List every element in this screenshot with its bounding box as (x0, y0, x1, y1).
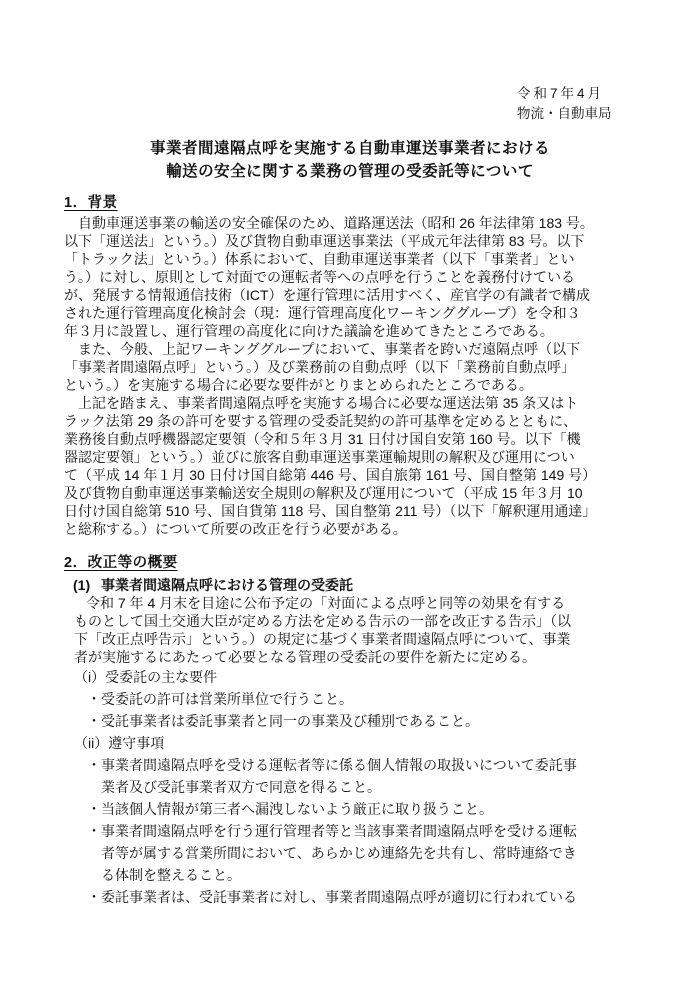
document-title-line1: 事業者間遠隔点呼を実施する自動車運送事業者における (149, 140, 550, 157)
text-line: 年３月に設置し、運行管理の高度化に向けた議論を進めてきたところである。 (64, 323, 554, 339)
section-overview-heading: 2．改正等の概要 (64, 555, 178, 571)
text-line: 業務後自動点呼機器認定要領（令和５年３月 31 日付け国自安第 160 号。以下「機 (64, 431, 581, 447)
subsection-1-number: (1) (73, 577, 91, 593)
text-line: 令和 7 年 4 月末を目途に公布予定の「対面による点呼と同等の効果を有する (86, 595, 566, 611)
subsection-1-heading (73, 576, 650, 594)
text-line: また、今般、上記ワーキンググループにおいて、事業者を跨いだ遠隔点呼（以下 (78, 341, 581, 357)
text-line: 者等が属する営業所間において、あらかじめ連絡先を共有し、常時連絡でき (101, 845, 577, 861)
text-line: ・当該個人情報が第三者へ漏洩しないよう厳正に取り扱うこと。 (87, 801, 493, 817)
text-line: が、発展する情報通信技術（ICT）を運行管理に活用すべく、産官学の有識者で構成 (64, 287, 590, 303)
text-line: （ii）遵守事項 (74, 735, 165, 751)
text-line: ・受委託の許可は営業所単位で行うこと。 (87, 691, 353, 707)
text-line: 下「改正点呼告示」という。）の規定に基づく事業者間遠隔点呼について、事業 (74, 631, 571, 647)
text-line: （i）受委託の主な要件 (74, 669, 218, 685)
text-line: ・事業者間遠隔点呼を行う運行管理者等と当該事業者間遠隔点呼を受ける運転 (87, 823, 577, 839)
text-line: 「トラック法」という。）体系において、自動車運送事業者（以下「事業者」とい (64, 251, 575, 267)
section-background (64, 192, 650, 538)
section-overview (64, 552, 650, 908)
text-line: て（平成 14 年１月 30 日付け国自総第 446 号、国自旅第 161 号、国自整第 149 号） (64, 467, 597, 483)
text-line: ・委託事業者は、受託事業者に対し、事業者間遠隔点呼が適切に行われている (87, 889, 577, 905)
text-line: された運行管理高度化検討会（現：運行管理高度化ワーキンググループ）を令和３ (64, 305, 581, 321)
subsection-1-title: 事業者間遠隔点呼における管理の受委託 (101, 577, 353, 593)
text-line: 及び貨物自動車運送事業輸送安全規則の解釈及び運用について（平成 15 年３月 10 (64, 485, 583, 501)
text-line: ラック法第 29 条の許可を要する管理の受委託契約の許可基準を定めるとともに、 (64, 413, 578, 429)
text-line: 日付け国自総第 510 号、国自貨第 118 号、国自整第 211 号）（以下「解釈運用通達」 (64, 503, 597, 519)
text-line: る体制を整えること。 (101, 867, 241, 883)
section-background-heading: 1．背景 (64, 195, 118, 211)
text-line: ・受託事業者は委託事業者と同一の事業及び種別であること。 (87, 713, 479, 729)
text-line: ・事業者間遠隔点呼を受ける運転者等に係る個人情報の取扱いについて委託事 (87, 757, 577, 773)
text-line: 器認定要領」という。）並びに旅客自動車運送事業運輸規則の解釈及び運用につい (64, 449, 575, 465)
subsection-1-list (74, 666, 650, 908)
text-line: 上記を踏まえ、事業者間遠隔点呼を実施する場合に必要な運送法第 35 条又はト (78, 395, 579, 411)
text-line: う。）に対し、原則として対面での運転者等への点呼を行うことを義務付けている (64, 269, 575, 285)
text-line: 自動車運送事業の輸送の安全確保のため、道路運送法（昭和 26 年法律第 183 号。 (78, 215, 594, 231)
document-title-line2: 輸送の安全に関する業務の管理の受委託等について (166, 163, 534, 180)
issuing-department: 物流・自動車局 (517, 106, 612, 121)
text-line: 「事業者間遠隔点呼」という。）及び業務前の自動点呼（以下「業務前自動点呼」 (64, 359, 575, 375)
document-date: 令和7年4月 (517, 86, 605, 101)
document-title (0, 137, 700, 183)
text-line: ものとして国土交通大臣が定める方法を定める告示の一部を改正する告示」（以 (74, 613, 571, 629)
text-line: 業者及び受託事業者双方で同意を得ること。 (101, 779, 381, 795)
text-line: 以下「運送法」という。）及び貨物自動車運送事業法（平成元年法律第 83 号。以下 (64, 233, 585, 249)
text-line: という。）を実施する場合に必要な要件がとりまとめられたところである。 (64, 377, 533, 393)
subsection-1-paragraph (74, 594, 650, 666)
text-line: 者が実施するにあたって必要となる管理の受委託の要件を新たに定める。 (74, 649, 536, 665)
section-background-body (64, 214, 650, 538)
text-line: と総称する。）について所要の改正を行う必要がある。 (64, 521, 407, 537)
document-header (517, 84, 612, 124)
